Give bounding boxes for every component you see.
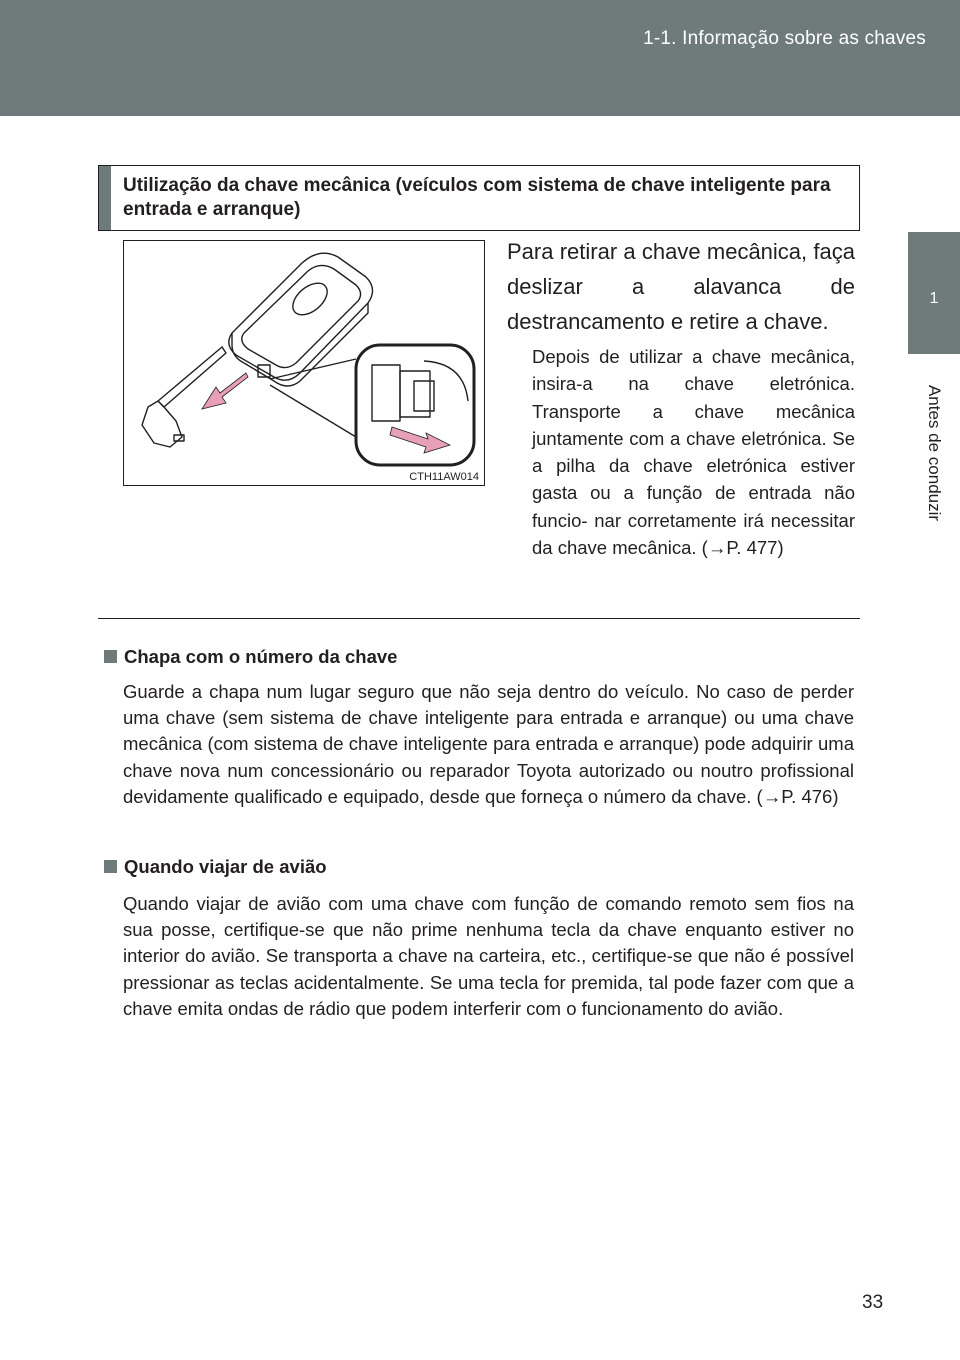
page-number: 33 [862,1292,884,1313]
section-heading-box [98,165,860,231]
note-heading-airplane [104,856,327,878]
square-bullet-icon [104,860,117,873]
figure-code: CTH11AW014 [409,471,479,483]
key-illustration [123,240,485,486]
header-section-title: 1-1. Informação sobre as chaves [643,28,926,49]
smart-key-drawing [124,241,484,485]
section-title: Utilização da chave mecânica (veículos com sistema de chave inteligente para entrada e arranque) [123,175,831,220]
page-header [0,0,960,116]
slide-lever-arrow [390,427,450,453]
note-heading-key-plate [104,646,397,668]
note-text-key-plate: Guarde a chapa num lugar seguro que não seja dentro do veículo. No caso de perder uma chave (sem sistema de chave inteligente para entrada e arranque) ou uma chave mecânica (com sistema de chave inteligente para entrada e arranque) pode adquirir uma chave nova num concessionário ou reparador Toyota autorizado ou noutro profissional devidamente qualificado e equipado, desde que forneça o número da chave. (→P. 476) [123,681,854,807]
zoom-lever [414,381,434,411]
instruction-note: Depois de utilizar a chave mecânica, insira-a na chave eletrónica. Transporte a chave mecânica juntamente com a chave eletrónica. Se a pilha da chave eletrónica estiver gasta ou a função de entrada não funcio- nar corretamente irá necessitar da chave mecânica. (→P. 477) [532,346,855,559]
chapter-number: 1 [929,290,939,307]
remove-key-arrow [202,373,248,409]
chapter-label-text: Antes de conduzir [925,384,944,522]
mechanical-key-head [142,401,182,447]
square-bullet-icon [104,650,117,663]
section-divider [98,618,860,619]
magnify-frame [356,345,474,465]
key-fob-button [287,277,333,321]
note-heading-text: Chapa com o número da chave [124,646,398,667]
note-heading-text: Quando viajar de avião [124,856,327,877]
zoom-slot-left [372,365,400,421]
chapter-label [908,368,960,538]
magnify-lines [270,359,356,437]
chapter-tab [908,232,960,354]
key-fob-face [242,265,361,367]
section-heading-bar [99,166,111,230]
note-text-airplane: Quando viajar de avião com uma chave com função de comando remoto sem fios na sua posse, certifique-se que não prime nenhuma tecla da chave enquanto estiver no interior do avião. Se transporta a chave na carteira, etc., certifique-se que não é possível pressionar as teclas acidentalmente. Se uma tecla for premida, tal pode fazer com que a chave emita ondas de rádio que podem interferir com o funcionamento do avião. [123,893,854,1019]
instruction-lead: Para retirar a chave mecânica, faça deslizar a alavanca de destrancamento e retire a chave. [507,239,855,334]
zoom-slot-mid [400,371,430,417]
key-fob-outline [229,253,373,380]
